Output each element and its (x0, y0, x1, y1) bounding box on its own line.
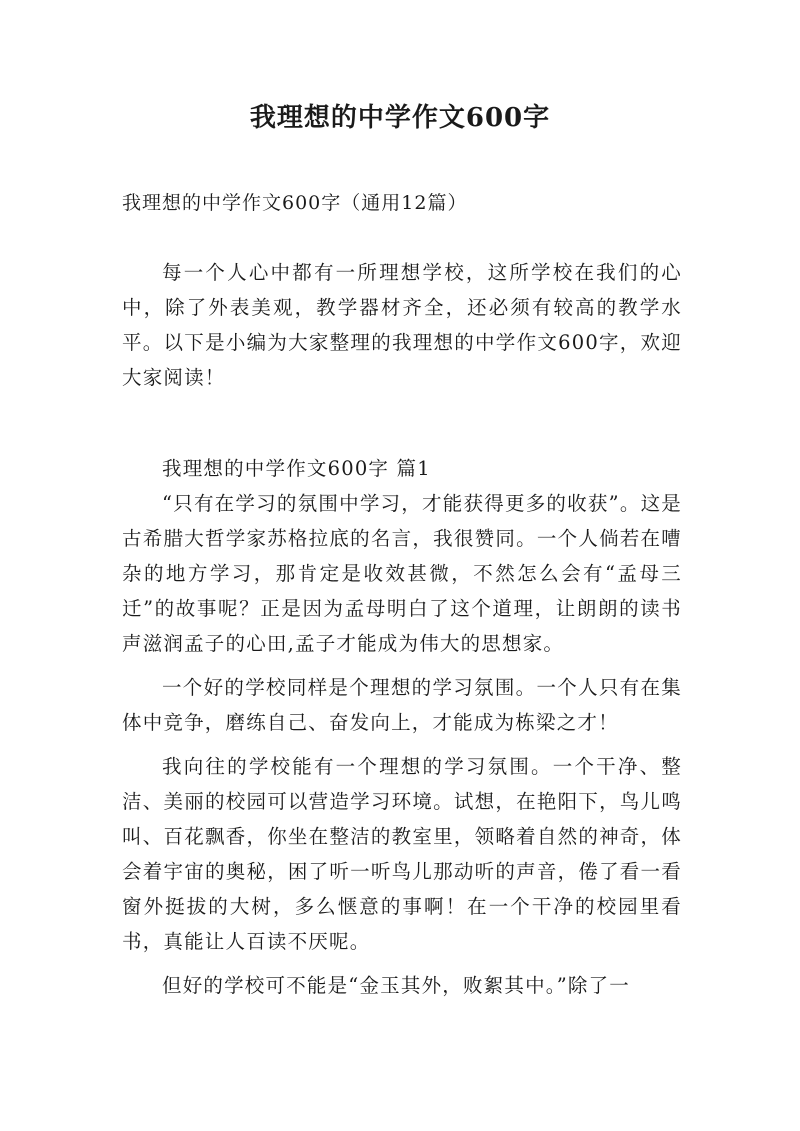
article-block (122, 451, 682, 1012)
intro-block (122, 255, 682, 395)
document-title: 我理想的中学作文600字 (249, 103, 551, 133)
article-paragraph-1: “只有在学习的氛围中学习，才能获得更多的收获”。这是古希腊大哲学家苏格拉底的名言，我很赞同。一个人倘若在嘈杂的地方学习，那肯定是收效甚微，不然怎么会有“孟母三迁”的故事呢？正是因为孟母明白了这个道理，让朗朗的读书声滋润孟子的心田,孟子才能成为伟大的思想家。 (122, 492, 682, 655)
section-heading: 我理想的中学作文600字 篇1 (162, 457, 431, 480)
article-paragraph-3: 我向往的学校能有一个理想的学习氛围。一个干净、整洁、美丽的校园可以营造学习环境。试想，在艳阳下，鸟儿鸣叫、百花飘香，你坐在整洁的教室里，领略着自然的神奇，体会着宇宙的奥秘，困了听一听鸟儿那动听的声音，倦了看一看窗外挺拔的大树，多么惬意的事啊！在一个干净的校园里看书，真能让人百读不厌呢。 (122, 755, 682, 953)
article-paragraph-4: 但好的学校可不能是“金玉其外，败絮其中。”除了一 (162, 974, 630, 997)
intro-paragraph: 每一个人心中都有一所理想学校，这所学校在我们的心中，除了外表美观，教学器材齐全，还必须有较高的教学水平。以下是小编为大家整理的我理想的中学作文600字，欢迎大家阅读！ (122, 261, 682, 389)
article-paragraph-2: 一个好的学校同样是个理想的学习氛围。一个人只有在集体中竞争，磨练自己、奋发向上，才能成为栋梁之才！ (122, 676, 682, 734)
document-subtitle: 我理想的中学作文600字（通用12篇） (122, 192, 468, 214)
